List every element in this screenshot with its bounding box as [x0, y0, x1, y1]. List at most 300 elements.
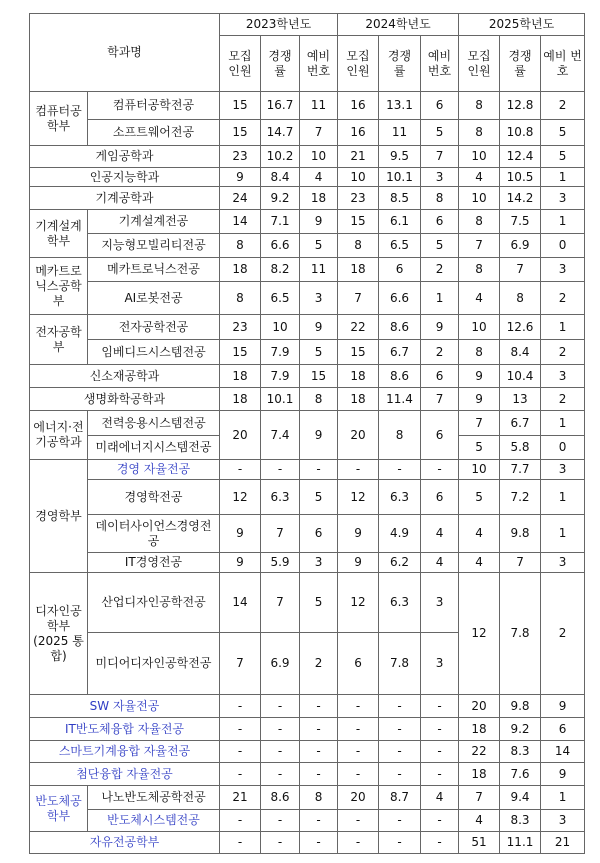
cell: 10.1: [379, 168, 421, 187]
cell: 8.6: [379, 315, 421, 340]
cell: 5: [541, 120, 585, 146]
cell: -: [421, 695, 459, 718]
cell: 23: [220, 146, 261, 168]
sub-header-quota: 모집 인원: [338, 36, 379, 92]
cell: 4: [300, 168, 338, 187]
cell: -: [421, 460, 459, 480]
cell: 8.4: [500, 340, 541, 365]
cell: -: [421, 718, 459, 741]
cell: 21: [220, 786, 261, 810]
dept-name: 메카트로닉스전공: [88, 258, 220, 282]
cell: 6: [421, 210, 459, 234]
cell: 7.9: [261, 340, 300, 365]
cell: 12: [459, 573, 500, 695]
table-row: [30, 411, 585, 436]
dept-name: IT경영전공: [88, 553, 220, 573]
cell: -: [261, 763, 300, 786]
group-cell: 기계설계학부: [30, 210, 88, 258]
cell: 18: [300, 187, 338, 210]
cell: -: [338, 810, 379, 832]
cell: -: [300, 763, 338, 786]
cell: 13: [500, 388, 541, 411]
cell: 10: [459, 315, 500, 340]
cell: 6.7: [500, 411, 541, 436]
cell: 7: [421, 146, 459, 168]
cell: 8: [300, 786, 338, 810]
cell: 2: [541, 573, 585, 695]
cell: -: [379, 832, 421, 854]
cell: 12.4: [500, 146, 541, 168]
cell: 9.2: [261, 187, 300, 210]
sub-header-waitlist: 예비 번호: [541, 36, 585, 92]
cell: 7: [261, 573, 300, 633]
dept-name: 산업디자인공학전공: [88, 573, 220, 633]
cell: 15: [220, 92, 261, 120]
cell: 7: [338, 282, 379, 315]
cell: 8.4: [261, 168, 300, 187]
cell: 18: [338, 365, 379, 388]
cell: 5: [421, 120, 459, 146]
cell: 7.9: [261, 365, 300, 388]
cell: 11: [300, 258, 338, 282]
dept-name: 미래에너지시스템전공: [88, 436, 220, 460]
table-row: [30, 340, 585, 365]
cell: 3: [541, 187, 585, 210]
cell: -: [421, 810, 459, 832]
cell: 6.5: [379, 234, 421, 258]
cell: 15: [220, 120, 261, 146]
cell: 5: [421, 234, 459, 258]
cell: -: [220, 810, 261, 832]
cell: 14.2: [500, 187, 541, 210]
cell: 15: [338, 340, 379, 365]
cell: 4: [459, 810, 500, 832]
table-row: [30, 282, 585, 315]
cell: -: [220, 718, 261, 741]
cell: 5: [541, 146, 585, 168]
cell: -: [300, 741, 338, 763]
cell: 11: [300, 92, 338, 120]
cell: 2: [421, 340, 459, 365]
cell: 2: [421, 258, 459, 282]
cell: 8: [220, 234, 261, 258]
cell: -: [261, 718, 300, 741]
cell: 6.9: [500, 234, 541, 258]
cell: 20: [459, 695, 500, 718]
header-year-row: [30, 14, 585, 36]
cell: -: [379, 695, 421, 718]
cell: 18: [459, 718, 500, 741]
cell: -: [421, 741, 459, 763]
cell: 10.4: [500, 365, 541, 388]
cell: 11: [379, 120, 421, 146]
table-row: [30, 515, 585, 553]
dept-name: 지능형모빌리티전공: [88, 234, 220, 258]
cell: -: [261, 741, 300, 763]
table-row: [30, 187, 585, 210]
group-cell: 메카트로닉스공학부: [30, 258, 88, 315]
cell: 2: [541, 92, 585, 120]
cell: 5: [300, 480, 338, 515]
cell: 7.8: [379, 633, 421, 695]
cell: -: [379, 741, 421, 763]
cell: 21: [338, 146, 379, 168]
table-row: [30, 480, 585, 515]
dept-name: 미디어디자인공학전공: [88, 633, 220, 695]
cell: 20: [220, 411, 261, 460]
cell: 9: [300, 210, 338, 234]
cell: 5.9: [261, 553, 300, 573]
cell: 3: [421, 633, 459, 695]
cell: -: [300, 718, 338, 741]
cell: 5: [459, 480, 500, 515]
cell: 9: [459, 388, 500, 411]
table-row: [30, 120, 585, 146]
cell: 21: [541, 832, 585, 854]
cell: -: [379, 763, 421, 786]
table-row: [30, 832, 585, 854]
cell: -: [338, 718, 379, 741]
admission-competition-table: [29, 13, 585, 854]
cell: 3: [541, 460, 585, 480]
dept-name: 자유전공학부: [30, 832, 220, 854]
cell: -: [338, 832, 379, 854]
cell: -: [220, 695, 261, 718]
cell: 18: [459, 763, 500, 786]
table-row: [30, 718, 585, 741]
cell: 14: [541, 741, 585, 763]
cell: 7: [220, 633, 261, 695]
dept-name: 반도체시스템전공: [88, 810, 220, 832]
cell: 9: [541, 763, 585, 786]
cell: 7.2: [500, 480, 541, 515]
cell: 10: [459, 146, 500, 168]
cell: 7: [261, 515, 300, 553]
year-2023-header: 2023학년도: [220, 14, 338, 36]
cell: 3: [541, 365, 585, 388]
sub-header-ratio: 경쟁 률: [261, 36, 300, 92]
cell: 14: [220, 210, 261, 234]
cell: 22: [338, 315, 379, 340]
table-row: [30, 553, 585, 573]
cell: 3: [541, 553, 585, 573]
table-row: [30, 460, 585, 480]
cell: 4: [459, 515, 500, 553]
cell: 3: [300, 282, 338, 315]
cell: 3: [421, 168, 459, 187]
cell: 22: [459, 741, 500, 763]
cell: 7.6: [500, 763, 541, 786]
cell: 8: [379, 411, 421, 460]
cell: 9: [220, 168, 261, 187]
cell: 4: [459, 282, 500, 315]
cell: 9.2: [500, 718, 541, 741]
cell: 6.3: [379, 573, 421, 633]
cell: 15: [220, 340, 261, 365]
cell: 1: [541, 315, 585, 340]
cell: 8: [459, 120, 500, 146]
cell: 7: [300, 120, 338, 146]
cell: 12.6: [500, 315, 541, 340]
cell: -: [338, 763, 379, 786]
cell: 10: [459, 187, 500, 210]
cell: 8: [338, 234, 379, 258]
cell: 7: [459, 234, 500, 258]
cell: 3: [541, 810, 585, 832]
cell: 7: [459, 786, 500, 810]
cell: 5: [459, 436, 500, 460]
cell: 10.2: [261, 146, 300, 168]
table-row: [30, 786, 585, 810]
cell: 6.7: [379, 340, 421, 365]
cell: 6.3: [379, 480, 421, 515]
cell: 7.7: [500, 460, 541, 480]
cell: 13.1: [379, 92, 421, 120]
cell: -: [338, 695, 379, 718]
cell: 7: [459, 411, 500, 436]
cell: 51: [459, 832, 500, 854]
dept-name: 데이터사이언스경영전공: [88, 515, 220, 553]
cell: 20: [338, 411, 379, 460]
cell: 0: [541, 234, 585, 258]
dept-name: 스마트기계융합 자율전공: [30, 741, 220, 763]
cell: 1: [541, 210, 585, 234]
dept-name: 소프트웨어전공: [88, 120, 220, 146]
dept-name: 임베디드시스템전공: [88, 340, 220, 365]
cell: -: [338, 460, 379, 480]
cell: -: [300, 810, 338, 832]
cell: 8: [421, 187, 459, 210]
cell: 5.8: [500, 436, 541, 460]
cell: -: [261, 810, 300, 832]
cell: 9.8: [500, 695, 541, 718]
cell: -: [338, 741, 379, 763]
cell: 6: [338, 633, 379, 695]
group-cell: 경영학부: [30, 460, 88, 573]
cell: 10.5: [500, 168, 541, 187]
cell: 14.7: [261, 120, 300, 146]
cell: 16: [338, 92, 379, 120]
cell: 5: [300, 573, 338, 633]
year-2024-header: 2024학년도: [338, 14, 459, 36]
cell: 3: [421, 573, 459, 633]
dept-name: 첨단융합 자율전공: [30, 763, 220, 786]
cell: 1: [541, 411, 585, 436]
cell: 8.6: [261, 786, 300, 810]
cell: 11.1: [500, 832, 541, 854]
sub-header-quota: 모집 인원: [459, 36, 500, 92]
cell: 9: [300, 315, 338, 340]
cell: 2: [541, 388, 585, 411]
cell: -: [220, 741, 261, 763]
table-row: [30, 258, 585, 282]
dept-name: SW 자율전공: [30, 695, 220, 718]
cell: 23: [220, 315, 261, 340]
dept-name: 게임공학과: [30, 146, 220, 168]
dept-name: 컴퓨터공학전공: [88, 92, 220, 120]
cell: 6.6: [261, 234, 300, 258]
table-row: [30, 234, 585, 258]
cell: 10.8: [500, 120, 541, 146]
cell: 7.8: [500, 573, 541, 695]
cell: 12: [220, 480, 261, 515]
cell: -: [379, 718, 421, 741]
sub-header-waitlist: 예비 번호: [421, 36, 459, 92]
cell: 4: [459, 553, 500, 573]
sub-header-ratio: 경쟁 률: [379, 36, 421, 92]
cell: 8: [459, 258, 500, 282]
cell: 1: [541, 515, 585, 553]
dept-name: 인공지능학과: [30, 168, 220, 187]
cell: 5: [300, 340, 338, 365]
cell: 1: [421, 282, 459, 315]
dept-name: 나노반도체공학전공: [88, 786, 220, 810]
cell: -: [300, 460, 338, 480]
cell: 10: [459, 460, 500, 480]
cell: 7: [500, 553, 541, 573]
dept-name: 전력응용시스템전공: [88, 411, 220, 436]
cell: 3: [541, 258, 585, 282]
group-cell: 에너지·전기공학과: [30, 411, 88, 460]
cell: 6.6: [379, 282, 421, 315]
cell: 8.2: [261, 258, 300, 282]
cell: 1: [541, 480, 585, 515]
cell: -: [220, 763, 261, 786]
cell: 6: [300, 515, 338, 553]
dept-name: 기계설계전공: [88, 210, 220, 234]
table-row: [30, 365, 585, 388]
cell: 1: [541, 168, 585, 187]
table-row: [30, 168, 585, 187]
dept-name: 기계공학과: [30, 187, 220, 210]
sub-header-quota: 모집 인원: [220, 36, 261, 92]
table-row: [30, 763, 585, 786]
group-cell: 컴퓨터공학부: [30, 92, 88, 146]
cell: 7: [500, 258, 541, 282]
dept-name: 생명화학공학과: [30, 388, 220, 411]
cell: 8: [459, 210, 500, 234]
cell: 9: [220, 553, 261, 573]
cell: 23: [338, 187, 379, 210]
dept-name: 경영학전공: [88, 480, 220, 515]
cell: 16.7: [261, 92, 300, 120]
cell: 4: [421, 786, 459, 810]
cell: 9.5: [379, 146, 421, 168]
cell: 9.4: [500, 786, 541, 810]
cell: -: [421, 763, 459, 786]
dept-header: 학과명: [30, 14, 220, 92]
cell: 8.6: [379, 365, 421, 388]
cell: -: [261, 832, 300, 854]
table-row: [30, 695, 585, 718]
cell: 7.1: [261, 210, 300, 234]
cell: 5: [300, 234, 338, 258]
year-2025-header: 2025학년도: [459, 14, 585, 36]
cell: 18: [338, 388, 379, 411]
cell: 10.1: [261, 388, 300, 411]
dept-name: AI로봇전공: [88, 282, 220, 315]
cell: 16: [338, 120, 379, 146]
cell: 7.5: [500, 210, 541, 234]
cell: 1: [541, 786, 585, 810]
sub-header-waitlist: 예비 번호: [300, 36, 338, 92]
cell: -: [421, 832, 459, 854]
cell: -: [261, 695, 300, 718]
cell: 3: [300, 553, 338, 573]
cell: -: [379, 460, 421, 480]
cell: 8: [220, 282, 261, 315]
cell: 8: [500, 282, 541, 315]
cell: 9: [459, 365, 500, 388]
cell: 8.3: [500, 741, 541, 763]
cell: 6.5: [261, 282, 300, 315]
sub-header-ratio: 경쟁 률: [500, 36, 541, 92]
cell: 8: [300, 388, 338, 411]
cell: 9: [421, 315, 459, 340]
cell: 24: [220, 187, 261, 210]
dept-name: 전자공학전공: [88, 315, 220, 340]
table-row: [30, 210, 585, 234]
cell: -: [300, 832, 338, 854]
cell: 10: [300, 146, 338, 168]
cell: 6.9: [261, 633, 300, 695]
cell: 6: [421, 92, 459, 120]
cell: 6.2: [379, 553, 421, 573]
table-row: [30, 810, 585, 832]
group-cell: 전자공학부: [30, 315, 88, 365]
cell: 12: [338, 480, 379, 515]
cell: 18: [220, 258, 261, 282]
cell: 8.3: [500, 810, 541, 832]
cell: 2: [541, 282, 585, 315]
dept-name: IT반도체융합 자율전공: [30, 718, 220, 741]
cell: 6: [421, 411, 459, 460]
dept-name: 경영 자율전공: [88, 460, 220, 480]
cell: -: [379, 810, 421, 832]
cell: 6.1: [379, 210, 421, 234]
cell: -: [220, 832, 261, 854]
cell: 11.4: [379, 388, 421, 411]
cell: 4.9: [379, 515, 421, 553]
dept-name: 신소재공학과: [30, 365, 220, 388]
table-row: [30, 741, 585, 763]
cell: 8: [459, 92, 500, 120]
cell: 14: [220, 573, 261, 633]
cell: 9: [338, 553, 379, 573]
cell: 8: [459, 340, 500, 365]
group-cell: 디자인공학부 (2025 통합): [30, 573, 88, 695]
cell: 18: [220, 388, 261, 411]
cell: 12.8: [500, 92, 541, 120]
cell: 20: [338, 786, 379, 810]
group-cell: 반도체공학부: [30, 786, 88, 832]
cell: 9: [220, 515, 261, 553]
cell: 10: [338, 168, 379, 187]
cell: 6.3: [261, 480, 300, 515]
cell: 4: [421, 515, 459, 553]
cell: 6: [379, 258, 421, 282]
cell: 6: [421, 365, 459, 388]
cell: 15: [338, 210, 379, 234]
cell: 18: [338, 258, 379, 282]
cell: 9: [300, 411, 338, 460]
table-row: [30, 315, 585, 340]
cell: 15: [300, 365, 338, 388]
table-row: [30, 573, 585, 633]
cell: 7.4: [261, 411, 300, 460]
cell: 4: [421, 553, 459, 573]
cell: 9: [541, 695, 585, 718]
